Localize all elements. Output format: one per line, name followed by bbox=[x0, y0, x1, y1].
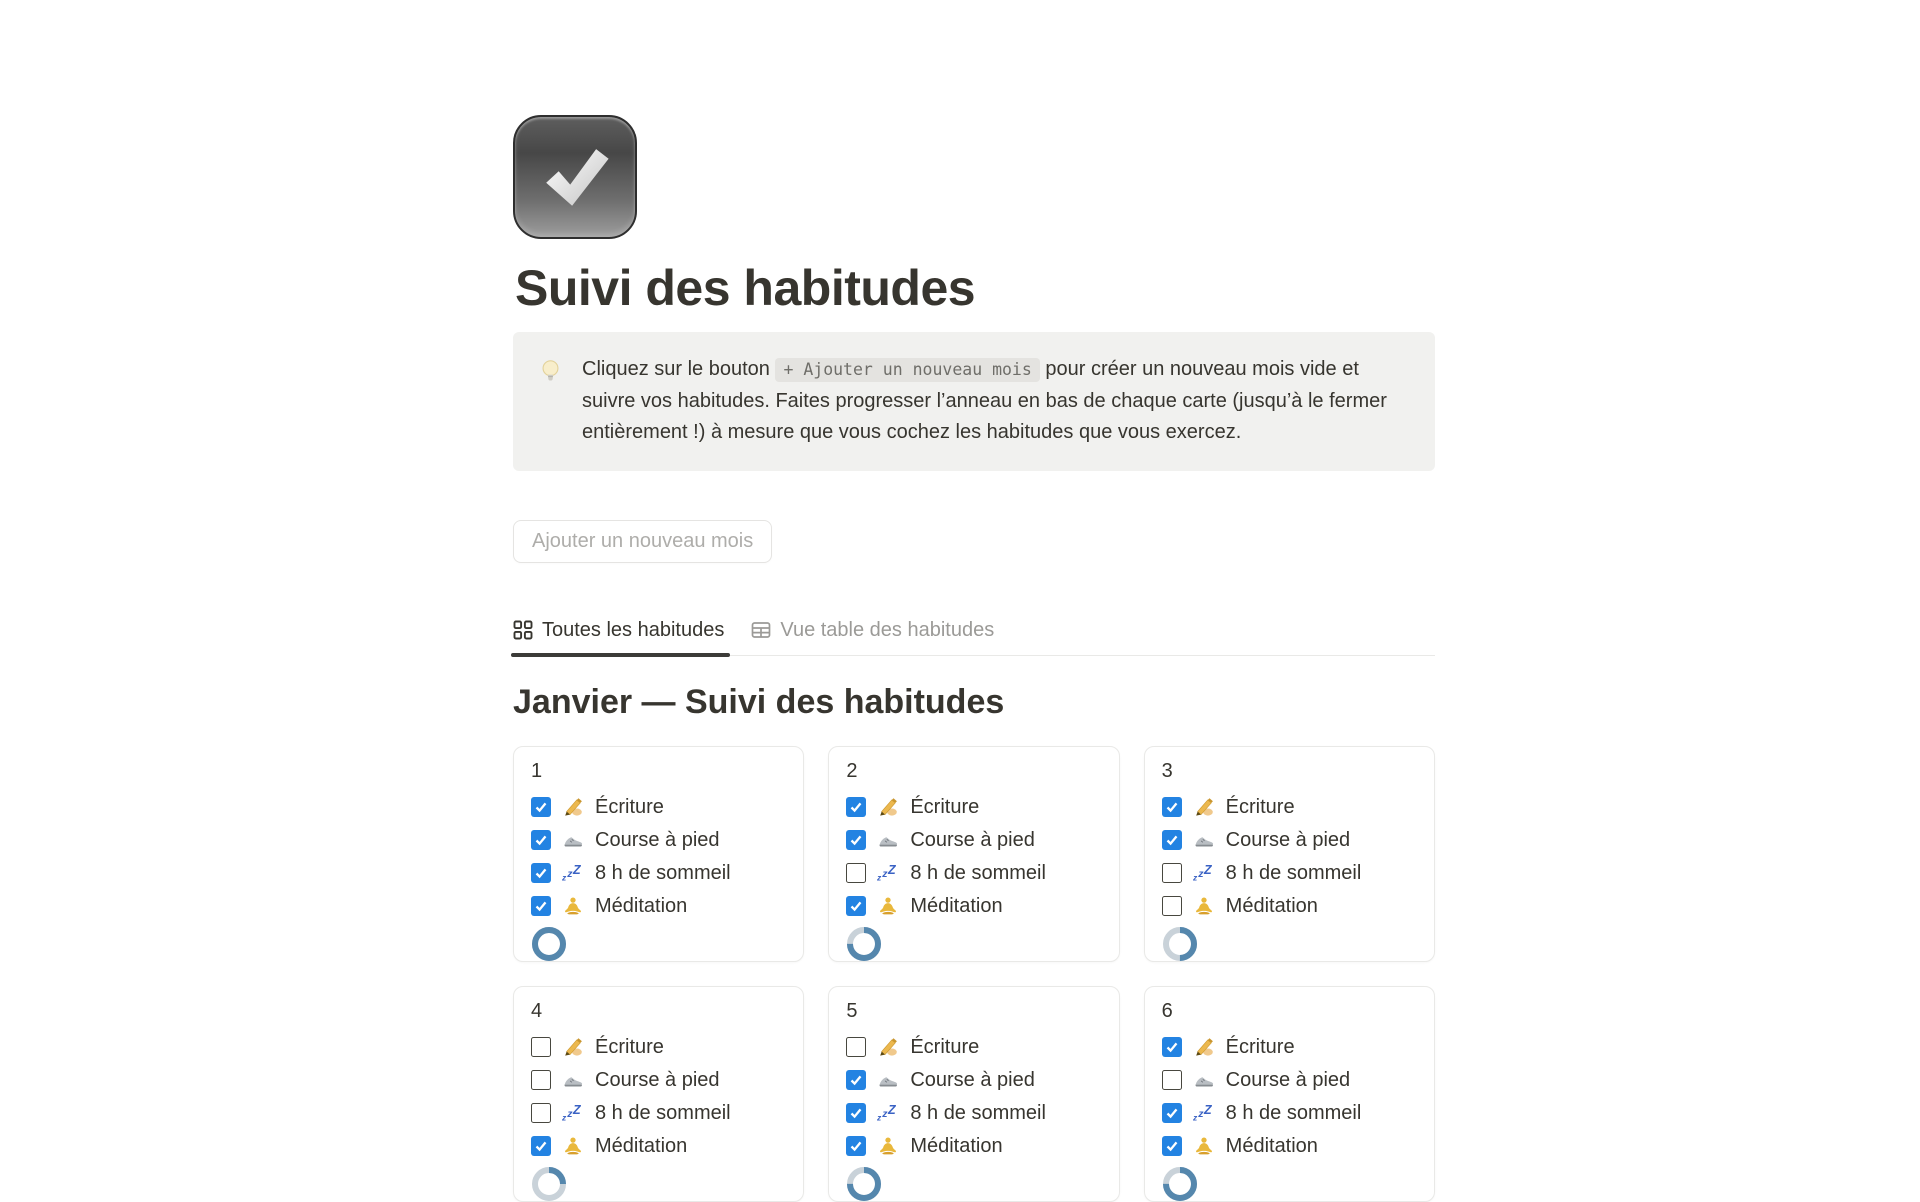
habit-checkbox[interactable] bbox=[531, 1070, 551, 1090]
habit-checkbox[interactable] bbox=[1162, 863, 1182, 883]
habit-row bbox=[846, 1130, 1101, 1163]
habit-row bbox=[846, 791, 1101, 824]
check-icon bbox=[849, 1073, 863, 1087]
card-number: 6 bbox=[1161, 999, 1173, 1022]
callout bbox=[513, 332, 1435, 471]
habit-checkbox[interactable] bbox=[1162, 1037, 1182, 1057]
svg-text:z: z bbox=[1197, 868, 1204, 880]
habit-label: Course à pied bbox=[595, 828, 720, 851]
habit-label: Course à pied bbox=[910, 1068, 1035, 1091]
habit-label: Course à pied bbox=[1225, 828, 1351, 851]
habit-checkbox[interactable] bbox=[846, 1136, 866, 1156]
svg-text:z: z bbox=[1192, 872, 1197, 883]
habit-label: Méditation bbox=[595, 894, 688, 917]
svg-text:z: z bbox=[882, 1108, 888, 1120]
progress-ring bbox=[531, 1166, 567, 1202]
habit-checkbox[interactable] bbox=[846, 1070, 866, 1090]
habit-list bbox=[846, 1031, 1101, 1163]
progress-ring bbox=[1162, 926, 1198, 962]
add-month-chip: + Ajouter un nouveau mois bbox=[775, 358, 1039, 382]
day-card[interactable] bbox=[1144, 746, 1435, 962]
habit-row bbox=[846, 1097, 1101, 1130]
check-icon bbox=[849, 899, 863, 913]
habit-label: Course à pied bbox=[1225, 1068, 1351, 1091]
habit-row bbox=[531, 1097, 786, 1130]
habit-label: Écriture bbox=[910, 1035, 980, 1058]
check-icon bbox=[534, 800, 548, 814]
habit-list bbox=[846, 791, 1101, 923]
progress-ring bbox=[531, 926, 567, 962]
svg-text:z: z bbox=[1192, 1112, 1197, 1123]
meditation-person-icon bbox=[561, 1135, 585, 1157]
zzz-sleep-icon bbox=[561, 863, 585, 883]
habit-checkbox[interactable] bbox=[1162, 830, 1182, 850]
running-shoe-icon bbox=[1192, 829, 1216, 851]
check-icon bbox=[1165, 1139, 1179, 1153]
habit-list bbox=[531, 791, 786, 923]
habit-row bbox=[1162, 1031, 1417, 1064]
habit-checkbox[interactable] bbox=[531, 863, 551, 883]
writing-hand-icon bbox=[1192, 1036, 1216, 1058]
habit-label: 8 h de sommeil bbox=[910, 1101, 1046, 1124]
writing-hand-icon bbox=[876, 796, 900, 818]
habit-label: Écriture bbox=[910, 795, 980, 818]
habit-checkbox[interactable] bbox=[1162, 1136, 1182, 1156]
zzz-sleep-icon bbox=[876, 863, 900, 883]
svg-text:Z: Z bbox=[888, 863, 896, 877]
svg-text:Z: Z bbox=[573, 863, 581, 877]
cards-grid bbox=[513, 746, 1435, 1202]
habit-checkbox[interactable] bbox=[1162, 1070, 1182, 1090]
add-month-button[interactable]: Ajouter un nouveau mois bbox=[513, 520, 772, 563]
habit-label: Méditation bbox=[595, 1134, 688, 1157]
running-shoe-icon bbox=[876, 829, 900, 851]
writing-hand-icon bbox=[1192, 796, 1216, 818]
tab-all-habits[interactable] bbox=[513, 619, 724, 655]
card-number: 3 bbox=[1161, 759, 1173, 782]
check-icon bbox=[534, 833, 548, 847]
habit-checkbox[interactable] bbox=[1162, 1103, 1182, 1123]
habit-label: 8 h de sommeil bbox=[595, 1101, 731, 1124]
day-card[interactable] bbox=[513, 986, 804, 1202]
card-number: 2 bbox=[846, 759, 858, 782]
running-shoe-icon bbox=[561, 829, 585, 851]
habit-label: 8 h de sommeil bbox=[1225, 861, 1362, 884]
svg-text:z: z bbox=[567, 868, 573, 880]
progress-ring bbox=[846, 926, 882, 962]
svg-text:z: z bbox=[877, 1112, 882, 1123]
svg-text:z: z bbox=[1197, 1108, 1204, 1120]
habit-label: 8 h de sommeil bbox=[910, 861, 1046, 884]
habit-checkbox[interactable] bbox=[846, 1037, 866, 1057]
check-icon bbox=[849, 800, 863, 814]
meditation-person-icon bbox=[561, 895, 585, 917]
check-icon bbox=[1165, 1040, 1179, 1054]
habit-row bbox=[846, 824, 1101, 857]
writing-hand-icon bbox=[561, 796, 585, 818]
habit-checkbox[interactable] bbox=[531, 797, 551, 817]
check-icon bbox=[1165, 833, 1179, 847]
habit-checkbox[interactable] bbox=[846, 830, 866, 850]
habit-row bbox=[1162, 857, 1417, 890]
svg-text:Z: Z bbox=[1203, 1103, 1212, 1117]
habit-label: 8 h de sommeil bbox=[595, 861, 731, 884]
habit-label: 8 h de sommeil bbox=[1225, 1101, 1362, 1124]
svg-text:z: z bbox=[877, 872, 882, 883]
habit-checkbox[interactable] bbox=[846, 896, 866, 916]
habit-row bbox=[531, 824, 786, 857]
meditation-person-icon bbox=[876, 895, 900, 917]
habit-checkbox[interactable] bbox=[531, 896, 551, 916]
check-icon bbox=[534, 899, 548, 913]
habit-row bbox=[846, 1031, 1101, 1064]
habit-label: Méditation bbox=[910, 894, 1003, 917]
habit-label: Écriture bbox=[1225, 795, 1295, 818]
habit-row bbox=[1162, 791, 1417, 824]
light-bulb-icon bbox=[537, 354, 565, 449]
habit-label: Méditation bbox=[1225, 894, 1318, 917]
zzz-sleep-icon bbox=[1192, 863, 1216, 883]
habit-label: Écriture bbox=[595, 795, 664, 818]
habit-row bbox=[531, 791, 786, 824]
page-content bbox=[513, 0, 1435, 1202]
card-number: 1 bbox=[531, 759, 543, 782]
habit-checkbox[interactable] bbox=[1162, 797, 1182, 817]
habit-checkbox[interactable] bbox=[531, 1037, 551, 1057]
writing-hand-icon bbox=[876, 1036, 900, 1058]
habit-checkbox[interactable] bbox=[846, 1103, 866, 1123]
habit-row bbox=[1162, 1097, 1417, 1130]
day-card[interactable] bbox=[1144, 986, 1435, 1202]
habit-row bbox=[1162, 890, 1417, 923]
svg-text:z: z bbox=[882, 868, 888, 880]
callout-text bbox=[582, 354, 1411, 449]
check-icon bbox=[1165, 800, 1179, 814]
svg-text:z: z bbox=[567, 1108, 573, 1120]
check-icon bbox=[849, 1106, 863, 1120]
zzz-sleep-icon bbox=[1192, 1103, 1216, 1123]
habit-checkbox[interactable] bbox=[846, 797, 866, 817]
habit-checkbox[interactable] bbox=[1162, 896, 1182, 916]
progress-ring bbox=[846, 1166, 882, 1202]
habit-checkbox[interactable] bbox=[531, 1103, 551, 1123]
habit-label: Course à pied bbox=[910, 828, 1035, 851]
habit-row bbox=[531, 1130, 786, 1163]
card-number: 5 bbox=[846, 999, 858, 1022]
check-icon bbox=[534, 866, 548, 880]
svg-text:z: z bbox=[562, 872, 567, 883]
progress-ring bbox=[1162, 1166, 1198, 1202]
habit-row bbox=[1162, 1064, 1417, 1097]
svg-text:z: z bbox=[562, 1112, 567, 1123]
callout-text-after: pour créer un nouveau mois vide et suivre vos habitudes. Faites progresser l’anneau en bas de chaque carte (jusqu’à le fermer entièrement !) à mesure que vous cochez les habitudes que vous exercez. bbox=[582, 358, 1387, 443]
tab-label: Toutes les habitudes bbox=[542, 618, 725, 641]
meditation-person-icon bbox=[876, 1135, 900, 1157]
svg-text:Z: Z bbox=[1203, 863, 1212, 877]
habit-row bbox=[531, 857, 786, 890]
habit-label: Méditation bbox=[1225, 1134, 1318, 1157]
check-icon bbox=[849, 833, 863, 847]
meditation-person-icon bbox=[1192, 1135, 1216, 1157]
habit-checkbox[interactable] bbox=[846, 863, 866, 883]
habit-row bbox=[1162, 824, 1417, 857]
running-shoe-icon bbox=[561, 1069, 585, 1091]
habit-row bbox=[846, 857, 1101, 890]
habit-row bbox=[846, 1064, 1101, 1097]
callout-text-before: Cliquez sur le bouton bbox=[582, 358, 776, 380]
check-icon bbox=[849, 1139, 863, 1153]
tab-label: Vue table des habitudes bbox=[780, 618, 995, 641]
running-shoe-icon bbox=[1192, 1069, 1216, 1091]
habit-label: Écriture bbox=[595, 1035, 664, 1058]
svg-text:Z: Z bbox=[573, 1103, 581, 1117]
day-card[interactable] bbox=[828, 746, 1119, 962]
check-icon bbox=[534, 1139, 548, 1153]
meditation-person-icon bbox=[1192, 895, 1216, 917]
day-card[interactable] bbox=[828, 986, 1119, 1202]
table-grid-icon bbox=[751, 620, 771, 640]
habit-checkbox[interactable] bbox=[531, 830, 551, 850]
month-section-heading: Janvier — Suivi des habitudes bbox=[513, 682, 1005, 721]
zzz-sleep-icon bbox=[561, 1103, 585, 1123]
habit-list bbox=[1162, 1031, 1417, 1163]
habit-label: Méditation bbox=[910, 1134, 1003, 1157]
tab-table-view[interactable] bbox=[751, 619, 994, 655]
card-number: 4 bbox=[531, 999, 543, 1022]
page-checkmark-icon[interactable] bbox=[513, 115, 637, 239]
svg-text:Z: Z bbox=[888, 1103, 896, 1117]
day-card[interactable] bbox=[513, 746, 804, 962]
writing-hand-icon bbox=[561, 1036, 585, 1058]
habit-row bbox=[1162, 1130, 1417, 1163]
habit-list bbox=[531, 1031, 786, 1163]
page-title: Suivi des habitudes bbox=[515, 260, 976, 316]
habit-row bbox=[531, 890, 786, 923]
running-shoe-icon bbox=[876, 1069, 900, 1091]
checkmark-glyph bbox=[527, 129, 623, 225]
check-icon bbox=[1165, 1106, 1179, 1120]
habit-label: Course à pied bbox=[595, 1068, 720, 1091]
view-tabs bbox=[513, 619, 1435, 656]
habit-list bbox=[1162, 791, 1417, 923]
habit-label: Écriture bbox=[1225, 1035, 1295, 1058]
habit-checkbox[interactable] bbox=[531, 1136, 551, 1156]
habit-row bbox=[531, 1064, 786, 1097]
gallery-grid-icon bbox=[513, 620, 533, 640]
habit-row bbox=[846, 890, 1101, 923]
zzz-sleep-icon bbox=[876, 1103, 900, 1123]
habit-row bbox=[531, 1031, 786, 1064]
